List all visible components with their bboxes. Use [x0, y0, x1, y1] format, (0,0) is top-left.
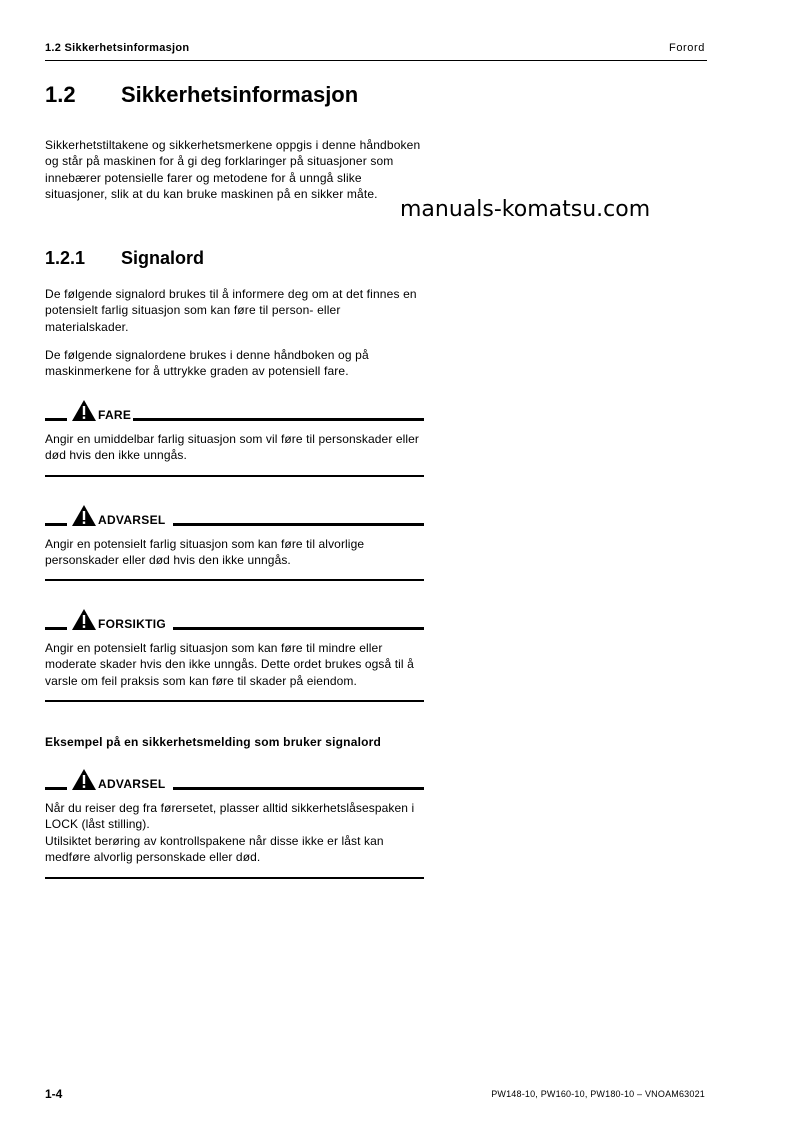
signal-bottom-rule	[45, 579, 424, 581]
signal-bottom-rule	[45, 700, 424, 702]
signal-text-forsiktig: Angir en potensielt farlig situasjon som kan føre til mindre eller moderate skader hvis den ikke unngås. Dette ordet brukes også til å varsle om feil praksis som kan føre til skader på eiendom.	[45, 641, 414, 688]
signal-header-fare	[45, 402, 424, 424]
running-header-chapter: Forord	[669, 42, 705, 54]
signal-dash	[45, 627, 67, 630]
signal-bottom-rule	[45, 877, 424, 879]
signal-intro-paragraph: De følgende signalord brukes til å informere deg om at det finnes en potensielt farlig situasjon som kan føre til person- eller materialskader.	[45, 287, 417, 334]
warning-triangle-icon	[71, 399, 97, 422]
signal-label: ADVARSEL	[98, 777, 170, 791]
running-header-section: 1.2 Sikkerhetsinformasjon	[45, 42, 190, 54]
example-title: Eksempel på en sikkerhetsmelding som bruker signalord	[45, 735, 382, 749]
example-signal-header	[45, 771, 424, 793]
subsection-title: Signalord	[121, 248, 205, 268]
watermark: manuals-komatsu.com	[400, 197, 651, 222]
section-title: Sikkerhetsinformasjon	[121, 82, 359, 107]
header-divider	[45, 60, 707, 61]
signal-dash	[45, 523, 67, 526]
signal-dash	[45, 418, 67, 421]
signal-line	[173, 627, 424, 630]
signal-text-advarsel: Angir en potensielt farlig situasjon som kan føre til alvorlige personskader eller død hvis den ikke unngås.	[45, 537, 365, 568]
signal-header-forsiktig	[45, 611, 424, 633]
signal-line	[173, 787, 424, 790]
signal-line	[173, 523, 424, 526]
signal-dash	[45, 787, 67, 790]
warning-triangle-icon	[71, 768, 97, 791]
example-text-line2: Utilsiktet berøring av kontrollspakene når disse ikke er låst kan medføre alvorlig personskade eller død.	[45, 834, 384, 865]
signal-usage-paragraph: De følgende signalordene brukes i denne håndboken og på maskinmerkene for å uttrykke graden av potensiell fare.	[45, 348, 369, 379]
section-heading	[45, 82, 358, 108]
page-number: 1-4	[45, 1087, 63, 1101]
model-reference: PW148-10, PW160-10, PW180-10 – VNOAM63021	[491, 1089, 705, 1099]
signal-label: FARE	[98, 408, 135, 422]
signal-bottom-rule	[45, 475, 424, 477]
warning-triangle-icon	[71, 504, 97, 527]
warning-triangle-icon	[71, 608, 97, 631]
signal-label: ADVARSEL	[98, 513, 170, 527]
subsection-heading	[45, 248, 204, 269]
signal-text-fare: Angir en umiddelbar farlig situasjon som vil føre til personskader eller død hvis den ikke unngås.	[45, 432, 420, 463]
section-number: 1.2	[45, 82, 76, 107]
intro-paragraph: Sikkerhetstiltakene og sikkerhetsmerkene oppgis i denne håndboken og står på maskinen for å gi deg forklaringer på situasjoner som innebærer potensielle farer og metodene for å unngå slike situasjoner, slik at du kan bruke maskinen på en sikker måte.	[45, 138, 421, 201]
signal-label: FORSIKTIG	[98, 617, 170, 631]
signal-header-advarsel	[45, 507, 424, 529]
subsection-number: 1.2.1	[45, 248, 86, 268]
example-text-line1: Når du reiser deg fra førersetet, plasser alltid sikkerhetslåsespaken i LOCK (låst stilling).	[45, 801, 415, 832]
signal-line	[133, 418, 424, 421]
